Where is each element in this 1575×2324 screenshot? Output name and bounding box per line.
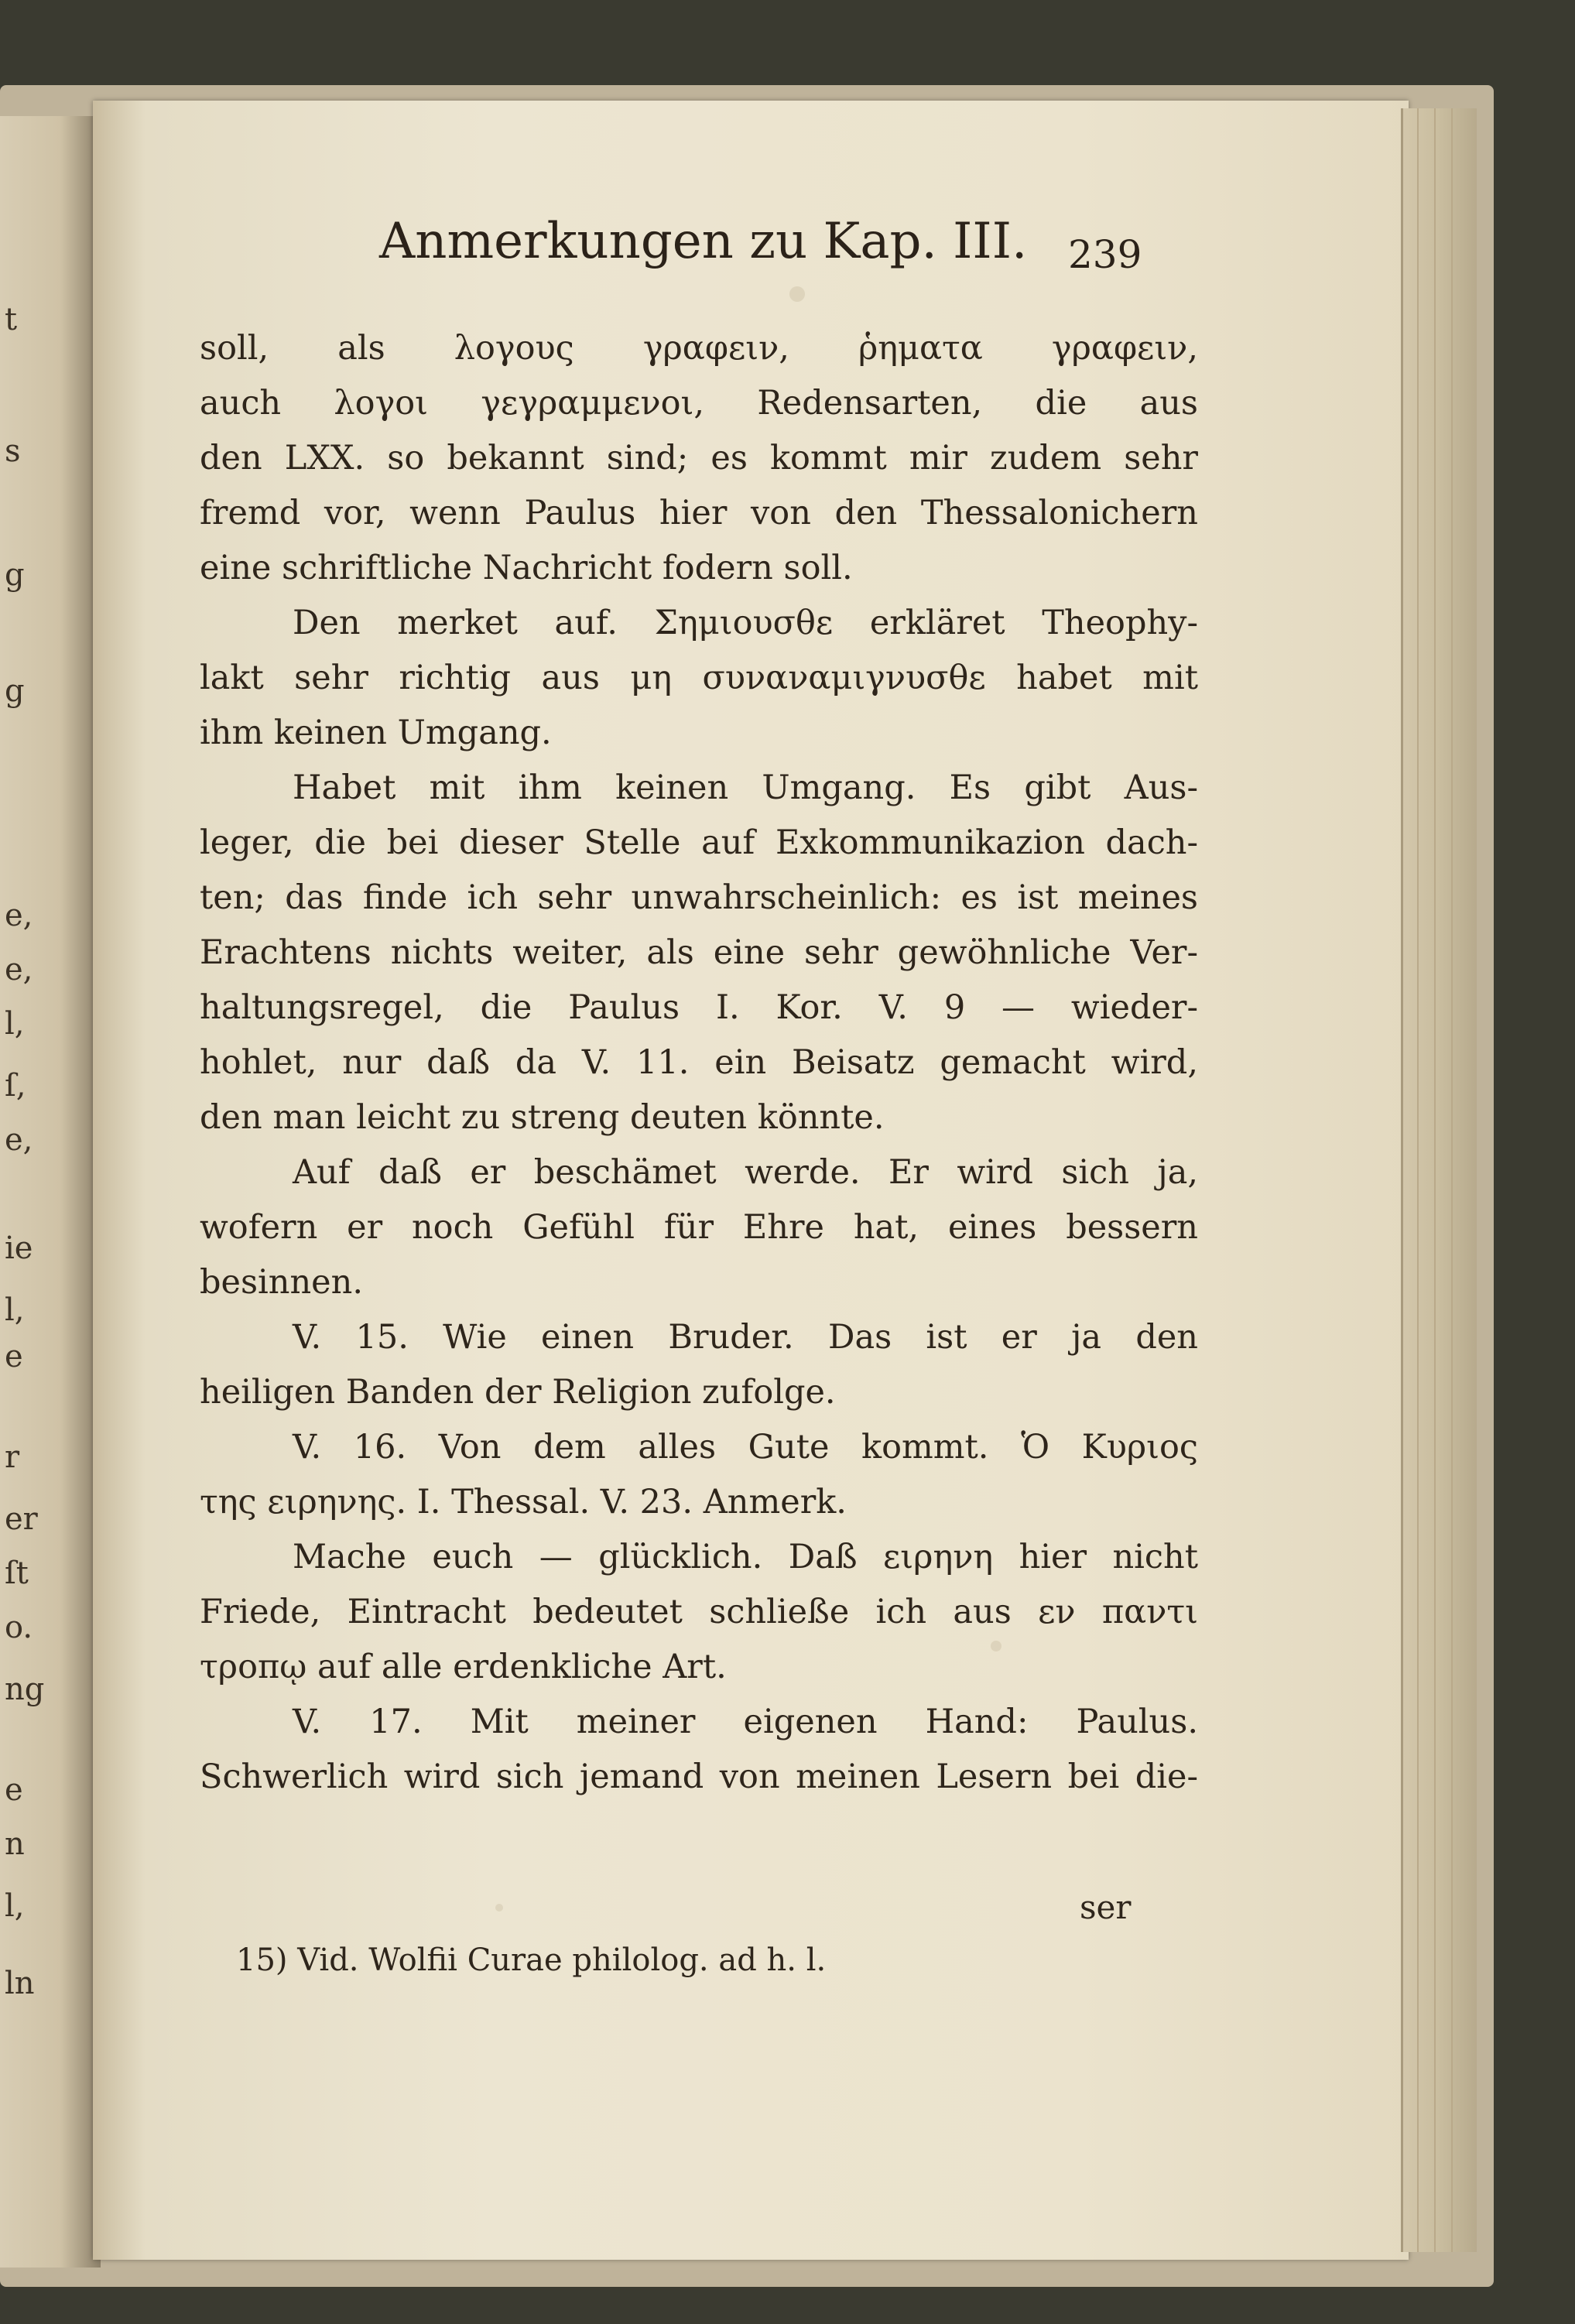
text-line: Schwerlich wird sich jemand von meinen Lesern bei die- — [200, 1758, 1198, 1796]
page-number: 239 — [1068, 232, 1142, 277]
text-line: V. 15. Wie einen Bruder. Das ist er ja den — [293, 1318, 1198, 1357]
foxing-spot — [789, 286, 805, 302]
prev-page-fragment: o. — [5, 1610, 33, 1645]
body-text — [200, 321, 1198, 1805]
prev-page-fragment: ſt — [5, 1556, 29, 1591]
text-line: besinnen. — [200, 1263, 363, 1302]
text-line: ten; das finde ich sehr unwahrscheinlich: es ist meines — [200, 878, 1198, 917]
text-line: V. 17. Mit meiner eigenen Hand: Paulus. — [293, 1703, 1198, 1741]
text-line: haltungsregel, die Paulus I. Kor. V. 9 — wieder- — [200, 988, 1198, 1027]
prev-page-fragment: s — [5, 433, 21, 469]
prev-page-fragment: ln — [5, 1966, 35, 2001]
prev-page-fragment: ng — [5, 1672, 45, 1707]
previous-page-edge — [0, 116, 85, 2268]
text-line: Mache euch — glücklich. Daß ειρηνη hier nicht — [293, 1538, 1198, 1576]
prev-page-fragment: l, — [5, 1292, 25, 1328]
text-line: Den merket auf. Σημιουσθε erkläret Theophy- — [293, 604, 1198, 642]
catchword: ser — [1080, 1888, 1132, 1926]
page-edges-right — [1401, 108, 1477, 2252]
prev-page-fragment: e, — [5, 898, 33, 933]
running-head: Anmerkungen zu Kap. III. — [379, 213, 1028, 270]
prev-page-fragment: l, — [5, 1006, 25, 1042]
text-line: Erachtens nichts weiter, als eine sehr gewöhnliche Ver- — [200, 933, 1198, 972]
prev-page-fragment: e, — [5, 952, 33, 987]
foxing-spot — [495, 1904, 503, 1912]
text-line: wofern er noch Gefühl für Ehre hat, eines bessern — [200, 1208, 1198, 1247]
footnote: 15) Vid. Wolfii Curae philolog. ad h. l. — [236, 1942, 827, 1978]
prev-page-fragment: e, — [5, 1122, 33, 1158]
prev-page-fragment: ie — [5, 1230, 33, 1266]
text-line: leger, die bei dieser Stelle auf Exkommunikazion dach- — [200, 823, 1198, 862]
prev-page-fragment: r — [5, 1439, 20, 1475]
prev-page-fragment: g — [5, 673, 25, 709]
text-line: den LXX. so bekannt sind; es kommt mir zudem sehr — [200, 439, 1198, 477]
prev-page-fragment: er — [5, 1501, 38, 1537]
text-line: soll, als λογους γραφειν, ῥηματα γραφειν, — [200, 329, 1198, 368]
text-line: eine schriftliche Nachricht fodern soll. — [200, 549, 853, 587]
text-line: den man leicht zu streng deuten könnte. — [200, 1098, 885, 1137]
text-line: heiligen Banden der Religion zufolge. — [200, 1373, 836, 1412]
text-line: Auf daß er beschämet werde. Er wird sich ja, — [293, 1153, 1198, 1192]
prev-page-fragment: ſ, — [5, 1068, 26, 1104]
text-line: Friede, Eintracht bedeutet schließe ich aus εν παντι — [200, 1593, 1198, 1631]
prev-page-fragment: n — [5, 1826, 25, 1862]
text-line: lakt sehr richtig aus μη συναναμιγνυσθε habet mit — [200, 659, 1198, 697]
text-line: auch λογοι γεγραμμενοι, Redensarten, die aus — [200, 384, 1198, 423]
prev-page-fragment: t — [5, 302, 18, 337]
text-line: ihm keinen Umgang. — [200, 714, 552, 752]
text-line: V. 16. Von dem alles Gute kommt. Ὁ Κυριος — [293, 1428, 1198, 1467]
prev-page-fragment: e — [5, 1772, 23, 1808]
text-line: fremd vor, wenn Paulus hier von den Thessalonichern — [200, 494, 1198, 532]
text-line: Habet mit ihm keinen Umgang. Es gibt Aus- — [293, 768, 1198, 807]
prev-page-fragment: g — [5, 557, 25, 593]
text-line: τροπῳ auf alle erdenkliche Art. — [200, 1648, 727, 1686]
text-line: της ειρηνης. I. Thessal. V. 23. Anmerk. — [200, 1483, 847, 1521]
prev-page-fragment: l, — [5, 1888, 25, 1924]
text-line: hohlet, nur daß da V. 11. ein Beisatz gemacht wird, — [200, 1043, 1198, 1082]
prev-page-fragment: e — [5, 1339, 23, 1374]
